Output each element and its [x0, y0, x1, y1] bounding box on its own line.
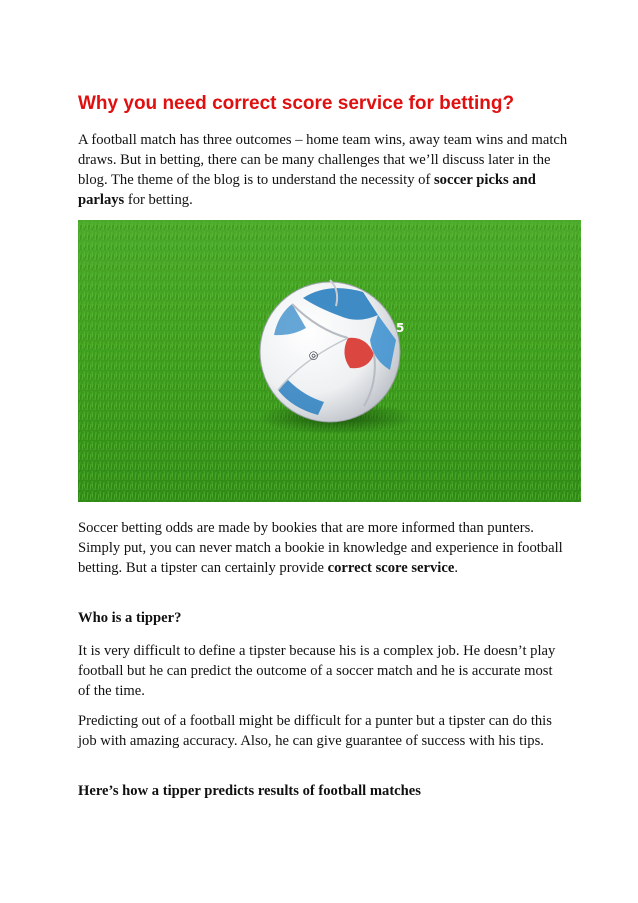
predicting-paragraph: Predicting out of a football might be difficult for a punter but a tipster can do this job with amazing accuracy. Also, he can give guarantee of success with his tips.	[78, 713, 552, 749]
heading-who-is-tipper: Who is a tipper?	[78, 610, 182, 626]
heading-how-tipper-predicts: Here’s how a tipper predicts results of football matches	[78, 783, 421, 799]
intro-text-after: for betting.	[124, 192, 193, 208]
intro-paragraph	[78, 130, 568, 210]
odds-paragraph	[78, 518, 568, 578]
intro-bold-link-text: soccer picks and parlays	[78, 172, 536, 208]
odds-bold-link-text: correct score service	[327, 560, 455, 576]
intro-text-before: A football match has three outcomes – home team wins, away team wins and match draws. But in betting, there can be many challenges that we’ll discuss later in the blog. The theme of the blog is to understand the necessity of	[78, 132, 568, 188]
tipper-paragraph: It is very difficult to define a tipster because his is a complex job. He doesn’t play football but he can predict the outcome of a soccer match and he is accurate most of the time.	[78, 643, 556, 699]
svg-text:5: 5	[396, 321, 405, 335]
svg-text:◎: ◎	[306, 347, 321, 363]
soccer-ball-on-grass-image	[78, 220, 581, 502]
odds-text-before: Soccer betting odds are made by bookies that are more informed than punters. Simply put, you can never match a bookie in knowledge and experience in football betting. But a tipster can certainly provide	[78, 520, 563, 576]
article-title: Why you need correct score service for betting?	[78, 93, 515, 114]
odds-text-after: .	[454, 560, 458, 576]
